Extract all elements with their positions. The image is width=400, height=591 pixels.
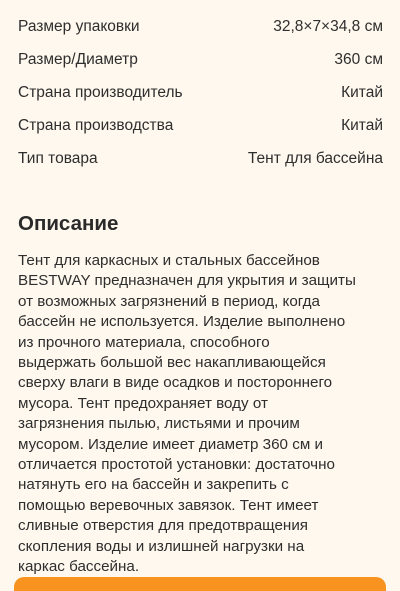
spec-row-manufacturer-country: [18, 76, 383, 109]
spec-row-diameter: [18, 43, 383, 76]
spec-row-product-type: [18, 142, 383, 175]
spec-label: Размер/Диаметр: [18, 51, 138, 68]
spec-value: Тент для бассейна: [247, 150, 383, 167]
spec-label: Страна производитель: [18, 84, 183, 101]
spec-row-production-country: [18, 109, 383, 142]
description-text: Тент для каркасных и стальных бассейнов BESTWAY предназначен для укрытия и защиты от возможных загрязнений в период, когда бассейн не используется. Изделие выполнено из прочного материала, способного выдержать большой вес накапливающейся сверху влаги в виде осадков и постороннего мусора. Тент предохраняет воду от загрязнения пылью, листьями и прочим мусором. Изделие имеет диаметр 360 см и отличается простотой установки: достаточно натянуть его на бассейн и закрепить с помощью веревочных завязок. Тент имеет сливные отверстия для предотвращения скопления воды и излишней нагрузки на каркас бассейна.: [18, 252, 356, 576]
description-heading: Описание: [18, 212, 119, 235]
spec-label: Страна производства: [18, 117, 174, 134]
spec-row-package-size: [18, 10, 383, 43]
specs-table: [18, 10, 383, 175]
spec-value: 360 см: [334, 51, 383, 68]
spec-value: 32,8×7×34,8 см: [273, 18, 383, 35]
spec-label: Тип товара: [18, 150, 98, 167]
spec-label: Размер упаковки: [18, 18, 140, 35]
spec-value: Китай: [341, 84, 383, 101]
add-to-cart-button[interactable]: [14, 577, 386, 591]
spec-value: Китай: [341, 117, 383, 134]
